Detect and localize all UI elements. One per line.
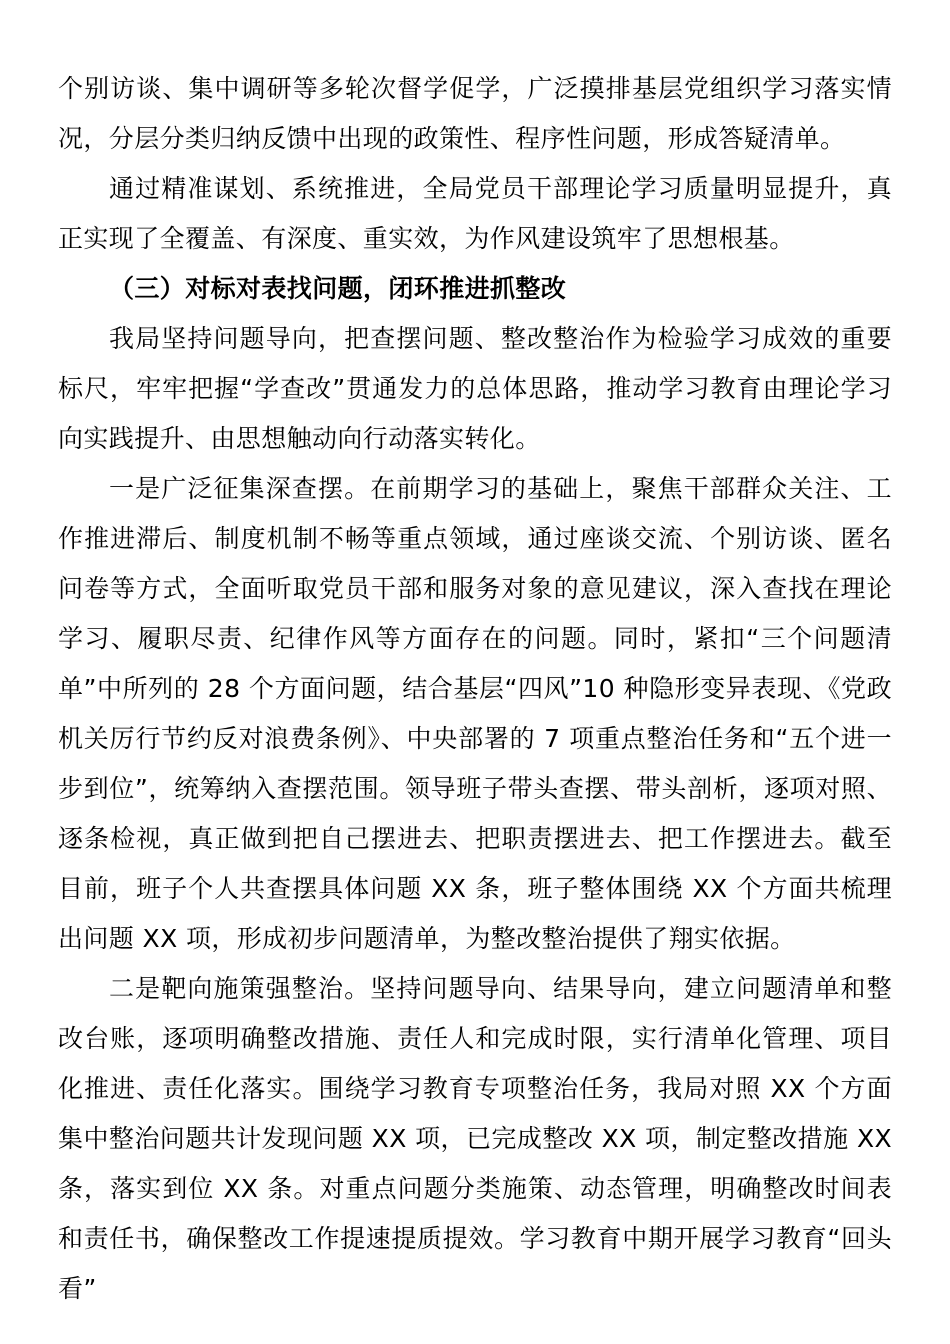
section-heading: （三）对标对表找问题，闭环推进抓整改 [109,274,567,303]
document-page [58,64,892,1314]
paragraph-continuation: 个别访谈、集中调研等多轮次督学促学，广泛摸排基层党组织学习落实情况，分层分类归纳反馈中出现的政策性、程序性问题，形成答疑清单。 [58,74,892,153]
paragraph-point-one: 一是广泛征集深查摆。在前期学习的基础上，聚焦干部群众关注、工作推进滞后、制度机制不畅等重点领域，通过座谈交流、个别访谈、匿名问卷等方式，全面听取党员干部和服务对象的意见建议，深入查找在理论学习、履职尽责、纪律作风等方面存在的问题。同时，紧扣“三个问题清单”中所列的 28 个方面问题，结合基层“四风”10 种隐形变异表现、《党政机关厉行节约反对浪费条例》、中央部署的 7 项重点整治任务和“五个进一步到位”，统筹纳入查摆范围。领导班子带头查摆、带头剖析，逐项对照、逐条检视，真正做到把自己摆进去、把职责摆进去、把工作摆进去。截至目前，班子个人共查摆具体问题 XX 条，班子整体围绕 XX 个方面共梳理出问题 XX 项，形成初步问题清单，为整改整治提供了翔实依据。 [58,474,892,953]
paragraph-point-two: 二是靶向施策强整治。坚持问题导向、结果导向，建立问题清单和整改台账，逐项明确整改措施、责任人和完成时限，实行清单化管理、项目化推进、责任化落实。围绕学习教育专项整治任务，我局对照 XX 个方面集中整治问题共计发现问题 XX 项，已完成整改 XX 项，制定整改措施 XX 条，落实到位 XX 条。对重点问题分类施策、动态管理，明确整改时间表和责任书，确保整改工作提速提质提效。学习教育中期开展学习教育“回头看” [58,974,892,1303]
paragraph-summary: 通过精准谋划、系统推进，全局党员干部理论学习质量明显提升，真正实现了全覆盖、有深度、重实效，为作风建设筑牢了思想根基。 [58,174,892,253]
paragraph-intro: 我局坚持问题导向，把查摆问题、整改整治作为检验学习成效的重要标尺，牢牢把握“学查改”贯通发力的总体思路，推动学习教育由理论学习向实践提升、由思想触动向行动落实转化。 [58,324,892,453]
